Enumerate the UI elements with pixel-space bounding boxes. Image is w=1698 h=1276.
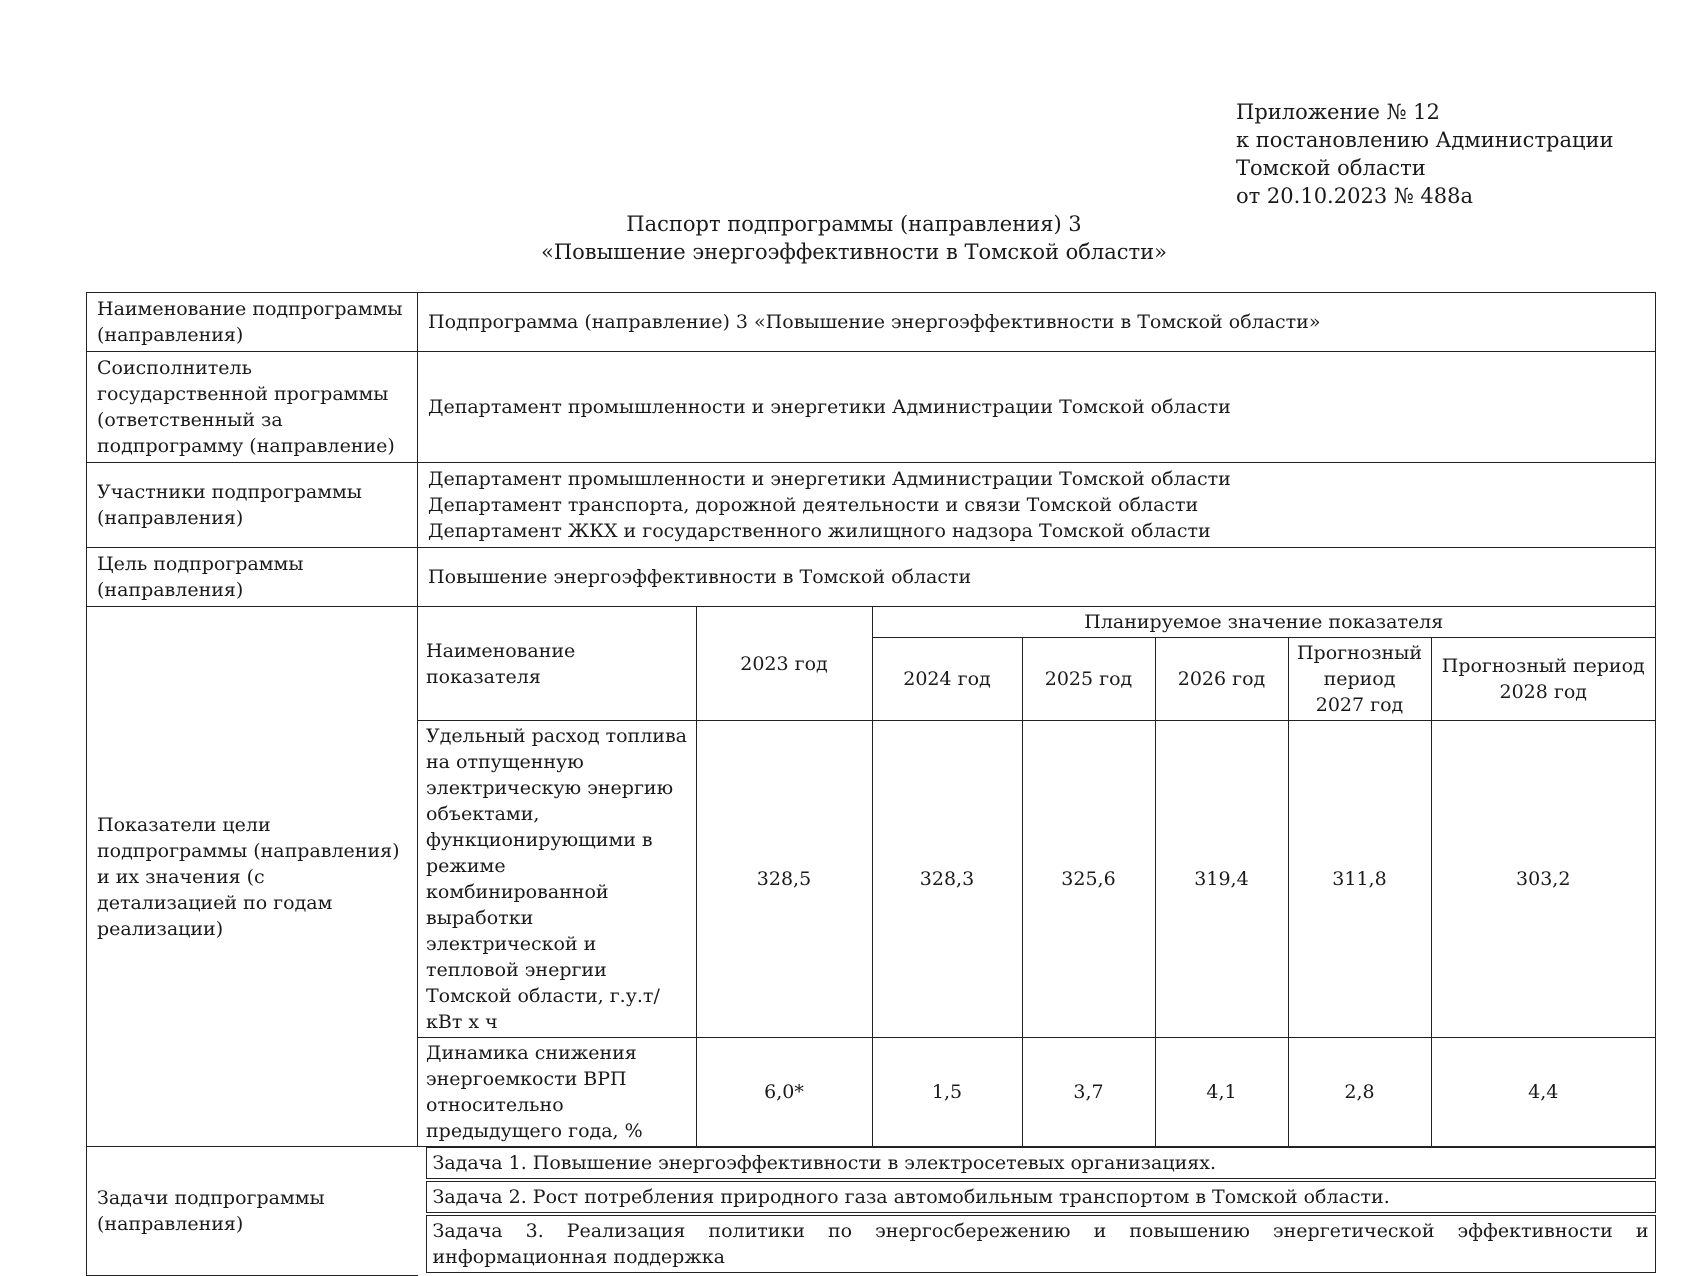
passport-table — [86, 292, 1656, 1276]
indicators-label: Показатели цели подпрограммы (направления) и их значения (с детализацией по годам реализации) — [87, 607, 418, 1147]
indicator-value: 2,8 — [1288, 1038, 1431, 1147]
indicator-value: 328,3 — [872, 721, 1022, 1038]
name-value: Подпрограмма (направление) 3 «Повышение энергоэффективности в Томской области» — [418, 293, 1656, 352]
participants-value — [418, 463, 1656, 548]
indicator-value: 4,1 — [1155, 1038, 1288, 1147]
indicator-row — [418, 721, 1655, 1038]
row-name — [87, 293, 1656, 352]
name-label: Наименование подпрограммы (направления) — [87, 293, 418, 352]
annex-resolution: к постановлению Администрации — [1236, 128, 1614, 152]
annex-block — [1236, 98, 1614, 210]
indicator-value: 328,5 — [696, 721, 872, 1038]
tasks-label: Задачи подпрограммы (направления) — [87, 1147, 418, 1276]
indicator-value: 325,6 — [1022, 721, 1155, 1038]
participant-1: Департамент промышленности и энергетики Администрации Томской области — [428, 468, 1231, 490]
task-item: Задача 1. Повышение энергоэффективности в электросетевых организациях. — [426, 1147, 1656, 1179]
header-year-2028: Прогнозный период 2028 год — [1431, 638, 1655, 721]
header-year-2024: 2024 год — [872, 638, 1022, 721]
annex-number: Приложение № 12 — [1236, 100, 1440, 124]
coexecutor-label: Соисполнитель государственной программы (ответственный за подпрограмму (направление) — [87, 352, 418, 463]
row-participants — [87, 463, 1656, 548]
row-indicators — [87, 607, 1656, 1147]
header-year-2026: 2026 год — [1155, 638, 1288, 721]
header-year-2027: Прогнозный период 2027 год — [1288, 638, 1431, 721]
participant-3: Департамент ЖКХ и государственного жилищного надзора Томской области — [428, 520, 1211, 542]
coexecutor-value: Департамент промышленности и энергетики Администрации Томской области — [418, 352, 1656, 463]
goal-value: Повышение энергоэффективности в Томской области — [418, 548, 1656, 607]
task-item: Задача 2. Рост потребления природного газа автомобильным транспортом в Томской области. — [426, 1181, 1656, 1213]
task-item: Задача 3. Реализация политики по энергосбережению и повышению энергетической эффективности и информационная поддержка — [426, 1215, 1656, 1273]
participants-label: Участники подпрограммы (направления) — [87, 463, 418, 548]
header-planned: Планируемое значение показателя — [872, 607, 1655, 638]
header-year-2025: 2025 год — [1022, 638, 1155, 721]
row-goal — [87, 548, 1656, 607]
indicators-table — [418, 607, 1655, 1146]
indicators-cell — [418, 607, 1656, 1147]
row-coexecutor — [87, 352, 1656, 463]
indicator-name: Динамика снижения энергоемкости ВРП относительно предыдущего года, % — [418, 1038, 696, 1147]
indicator-value: 1,5 — [872, 1038, 1022, 1147]
title-line-1: Паспорт подпрограммы (направления) 3 — [626, 212, 1082, 236]
tasks-cell — [418, 1147, 1656, 1276]
title-line-2: «Повышение энергоэффективности в Томской области» — [540, 240, 1168, 264]
indicator-value: 311,8 — [1288, 721, 1431, 1038]
indicator-value: 319,4 — [1155, 721, 1288, 1038]
annex-date: от 20.10.2023 № 488а — [1236, 184, 1473, 208]
indicator-row — [418, 1038, 1655, 1147]
header-base-year: 2023 год — [696, 607, 872, 721]
indicator-value: 303,2 — [1431, 721, 1655, 1038]
participant-2: Департамент транспорта, дорожной деятельности и связи Томской области — [428, 494, 1199, 516]
indicator-value: 4,4 — [1431, 1038, 1655, 1147]
indicator-name: Удельный расход топлива на отпущенную электрическую энергию объектами, функционирующими в режиме комбинированной выработки электрической и тепловой энергии Томской области, г.у.т/кВт х ч — [418, 721, 696, 1038]
document-title — [0, 210, 1698, 266]
goal-label: Цель подпрограммы (направления) — [87, 548, 418, 607]
header-indicator-name: Наименование показателя — [418, 607, 696, 721]
row-tasks — [87, 1147, 1656, 1276]
indicator-value: 3,7 — [1022, 1038, 1155, 1147]
indicator-value: 6,0* — [696, 1038, 872, 1147]
indicators-header-row — [418, 607, 1655, 638]
annex-region: Томской области — [1236, 156, 1426, 180]
